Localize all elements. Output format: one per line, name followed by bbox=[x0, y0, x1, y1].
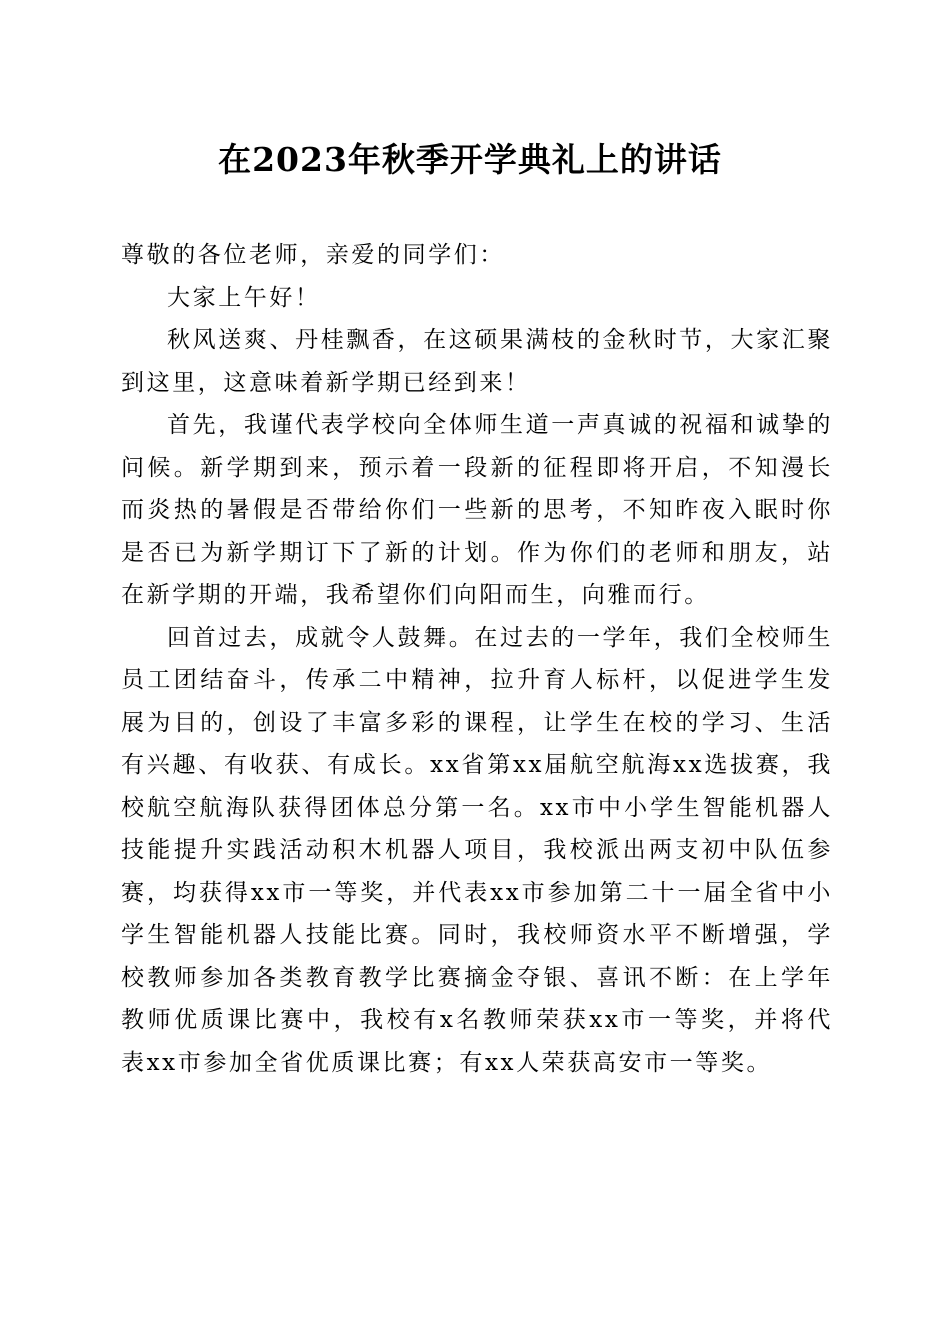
document-body bbox=[121, 234, 833, 1084]
paragraph-greeting: 大家上午好！ bbox=[167, 284, 321, 311]
paragraph-autumn: 秋风送爽、丹桂飘香，在这硕果满枝的金秋时节，大家汇聚到这里，这意味着新学期已经到来！ bbox=[121, 327, 833, 396]
document-title: 在2023年秋季开学典礼上的讲话 bbox=[218, 140, 722, 179]
paragraph-achievements: 回首过去，成就令人鼓舞。在过去的一学年，我们全校师生员工团结奋斗，传承二中精神，拉升育人标杆，以促进学生发展为目的，创设了丰富多彩的课程，让学生在校的学习、生活有兴趣、有收获、有成长。xx省第xx届航空航海xx选拔赛，我校航空航海队获得团体总分第一名。xx市中小学生智能机器人技能提升实践活动积木机器人项目，我校派出两支初中队伍参赛，均获得xx市一等奖，并代表xx市参加第二十一届全省中小学生智能机器人技能比赛。同时，我校师资水平不断增强，学校教师参加各类教育教学比赛摘金夺银、喜讯不断：在上学年教师优质课比赛中，我校有x名教师荣获xx市一等奖，并将代表xx市参加全省优质课比赛；有xx人荣获高安市一等奖。 bbox=[121, 624, 833, 1076]
salutation: 尊敬的各位老师，亲爱的同学们： bbox=[121, 242, 505, 268]
paragraph-wishes: 首先，我谨代表学校向全体师生道一声真诚的祝福和诚挚的问候。新学期到来，预示着一段新的征程即将开启，不知漫长而炎热的暑假是否带给你们一些新的思考，不知昨夜入眠时你是否已为新学期订下了新的计划。作为你们的老师和朋友，站在新学期的开端，我希望你们向阳而生，向雅而行。 bbox=[121, 412, 833, 608]
